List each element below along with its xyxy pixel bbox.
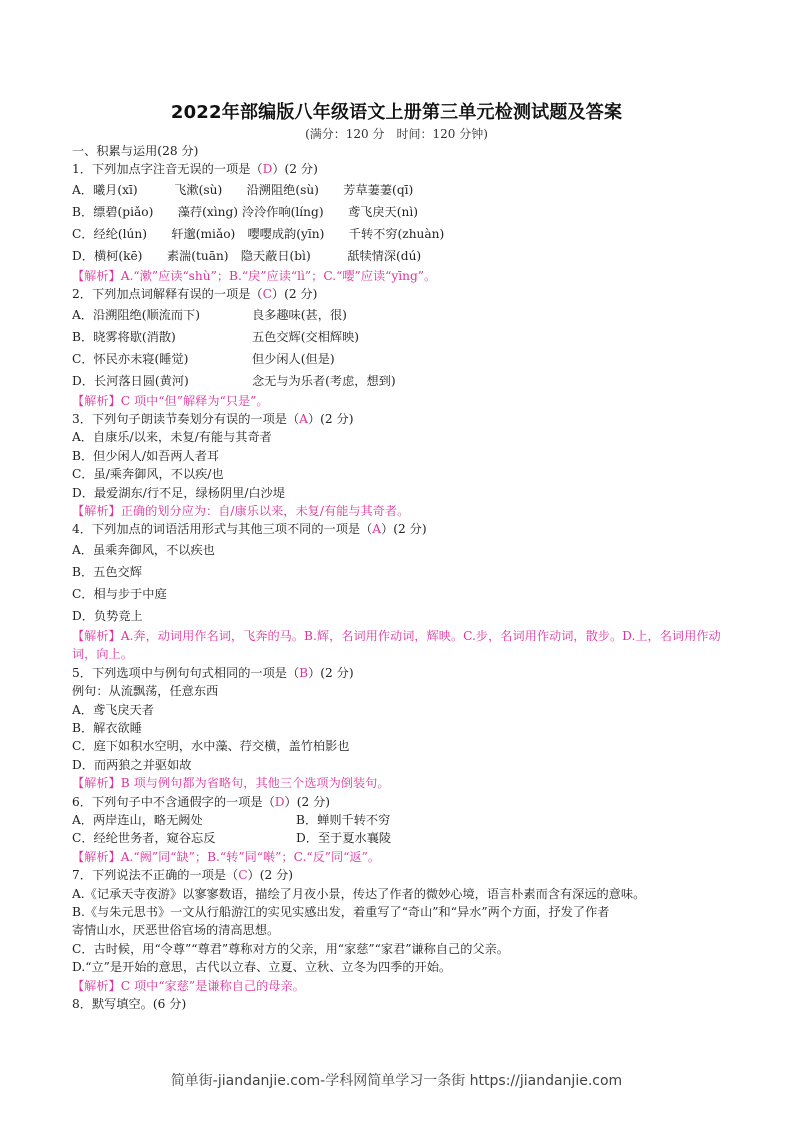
question-3-option-c: C．虽/乘奔御风，不以疾/也 (72, 467, 224, 482)
question-5-option-d: D．而两狼之并驱如故 (72, 757, 192, 772)
question-2-analysis: 【解析】C 项中“但”解释为“只是”。 (72, 393, 269, 408)
question-4-answer: A (372, 522, 382, 537)
question-5-option-c: C．庭下如积水空明，水中藻、荇交横，盖竹柏影也 (72, 739, 350, 754)
question-1-option-a: A．曦月(xī) 飞漱(sù) 沿溯阻绝(sù) 芳草萋萋(qī) (72, 182, 414, 197)
question-6-option-c: C．经纶世务者，窥谷忘反 (72, 831, 216, 846)
question-6-option-d: D．至于夏水襄陵 (296, 831, 392, 846)
question-7-option-a: A.《记承天寺夜游》以寥寥数语，描绘了月夜小景，传达了作者的微妙心境，语言朴素而含有深远的意味。 (72, 886, 646, 901)
question-4-option-d: D．负势竞上 (72, 608, 143, 623)
question-2-option-a: A．沿溯阻绝(顺流而下) 良多趣味(甚，很) (72, 307, 347, 322)
question-5-stem: 5．下列选项中与例句句式相同的一项是（B）(2 分) (72, 665, 354, 680)
page-title: 2022年部编版八年级语文上册第三单元检测试题及答案 (170, 102, 623, 123)
question-4-option-b: B．五色交辉 (72, 564, 142, 579)
question-5-option-b: B．解衣欲睡 (72, 720, 142, 735)
question-1-answer: D (262, 162, 273, 177)
question-2-option-b: B．晓雾将歇(消散) 五色交辉(交相辉映) (72, 329, 360, 344)
question-7-answer: C (238, 868, 248, 883)
question-2-option-c: C．怀民亦未寝(睡觉) 但少闲人(但是) (72, 351, 335, 366)
question-8-stem: 8．默写填空。(6 分) (72, 997, 187, 1011)
question-6-answer: D (274, 794, 285, 809)
question-6-options-ab (72, 811, 724, 829)
question-6-options-cd (72, 829, 724, 847)
question-1-option-d: D．横柯(kē) 素湍(tuān) 隐天蔽日(bì) 舐犊情深(dú) (72, 248, 422, 263)
question-7-option-b-line2: 寄情山水，厌恶世俗官场的清高思想。 (72, 923, 280, 938)
question-7-option-d: D.“立”是开始的意思，古代以立春、立夏、立秋、立冬为四季的开始。 (72, 960, 452, 975)
question-6-option-b: B．蝉则千转不穷 (296, 812, 391, 827)
question-1-option-c: C．经纶(lún) 轩邈(miǎo) 嘤嘤成韵(yīn) 千转不穷(zhuàn) (72, 226, 445, 241)
question-1-stem: 1．下列加点字注音无误的一项是（D）(2 分) (72, 162, 318, 177)
question-3-answer: A (299, 412, 308, 427)
question-3-option-d: D．最爱湖东/行不足，绿杨阴里/白沙堤 (72, 485, 285, 500)
question-4-stem: 4．下列加点的词语活用形式与其他三项不同的一项是（A）(2 分) (72, 522, 427, 537)
page-footer[interactable]: 简单街-jiandanjie.com-学科网简单学习一条街 https://jiandanjie.com (170, 1073, 623, 1089)
question-3-option-b: B．但少闲人/如吾两人者耳 (72, 448, 220, 463)
question-6-analysis: 【解析】A.“阙”同“缺”；B.“转”同“啭”；C.“反”同“返”。 (72, 849, 381, 864)
question-2-stem: 2．下列加点词解释有误的一项是（C）(2 分) (72, 287, 318, 302)
question-4-option-c: C．相与步于中庭 (72, 586, 167, 601)
question-7-analysis: 【解析】C 项中“家慈”是谦称自己的母亲。 (72, 978, 305, 993)
page-subtitle: (满分：120 分 时间：120 分钟) (305, 127, 488, 141)
question-6-option-a: A．两岸连山，略无阙处 (72, 812, 203, 827)
question-7-option-c: C．古时候，用“令尊”“尊君”尊称对方的父亲，用“家慈”“家君”谦称自己的父亲。 (72, 941, 509, 956)
question-4-option-a: A．虽乘奔御风，不以疾也 (72, 542, 215, 557)
question-3-stem: 3．下列句子朗读节奏划分有误的一项是（A）(2 分) (72, 412, 354, 427)
question-1-analysis: 【解析】A.“漱”应读“shù”；B.“戾”应读“lì”；C.“嘤”应读“yīng”。 (72, 268, 437, 283)
document-content (72, 142, 724, 1013)
question-3-option-a: A．自康乐/以来，未复/有能与其奇者 (72, 430, 272, 445)
section-heading: 一、积累与运用(28 分) (72, 144, 199, 158)
question-5-analysis: 【解析】B 项与例句都为省略句，其他三个选项为倒装句。 (72, 776, 390, 791)
question-5-example: 例句：从流飘荡，任意东西 (72, 684, 219, 699)
question-2-option-d: D．长河落日圆(黄河) 念无与为乐者(考虑，想到) (72, 373, 396, 388)
question-3-analysis: 【解析】正确的划分应为：自/康乐以来，未复/有能与其奇者。 (72, 504, 410, 519)
question-5-option-a: A．鸢飞戾天者 (72, 702, 154, 717)
question-5-answer: B (299, 665, 309, 680)
question-7-stem: 7．下列说法不正确的一项是（C）(2 分) (72, 868, 294, 883)
question-2-answer: C (262, 287, 272, 302)
question-1-option-b: B．缥碧(piǎo) 藻荇(xìng) 泠泠作响(líng) 鸢飞戾天(nì) (72, 204, 418, 219)
question-7-option-b-line1: B.《与朱元思书》一文从行船游江的实见实感出发，着重写了“奇山”和“异水”两个方面，抒发了作者 (72, 904, 610, 919)
question-4-analysis: 【解析】A.奔，动词用作名词，飞奔的马。B.辉，名词用作动词，辉映。C.步，名词用作动词，散步。D.上，名词用作动词，向上。 (72, 628, 721, 662)
question-6-stem: 6．下列句子中不含通假字的一项是（D）(2 分) (72, 794, 331, 809)
